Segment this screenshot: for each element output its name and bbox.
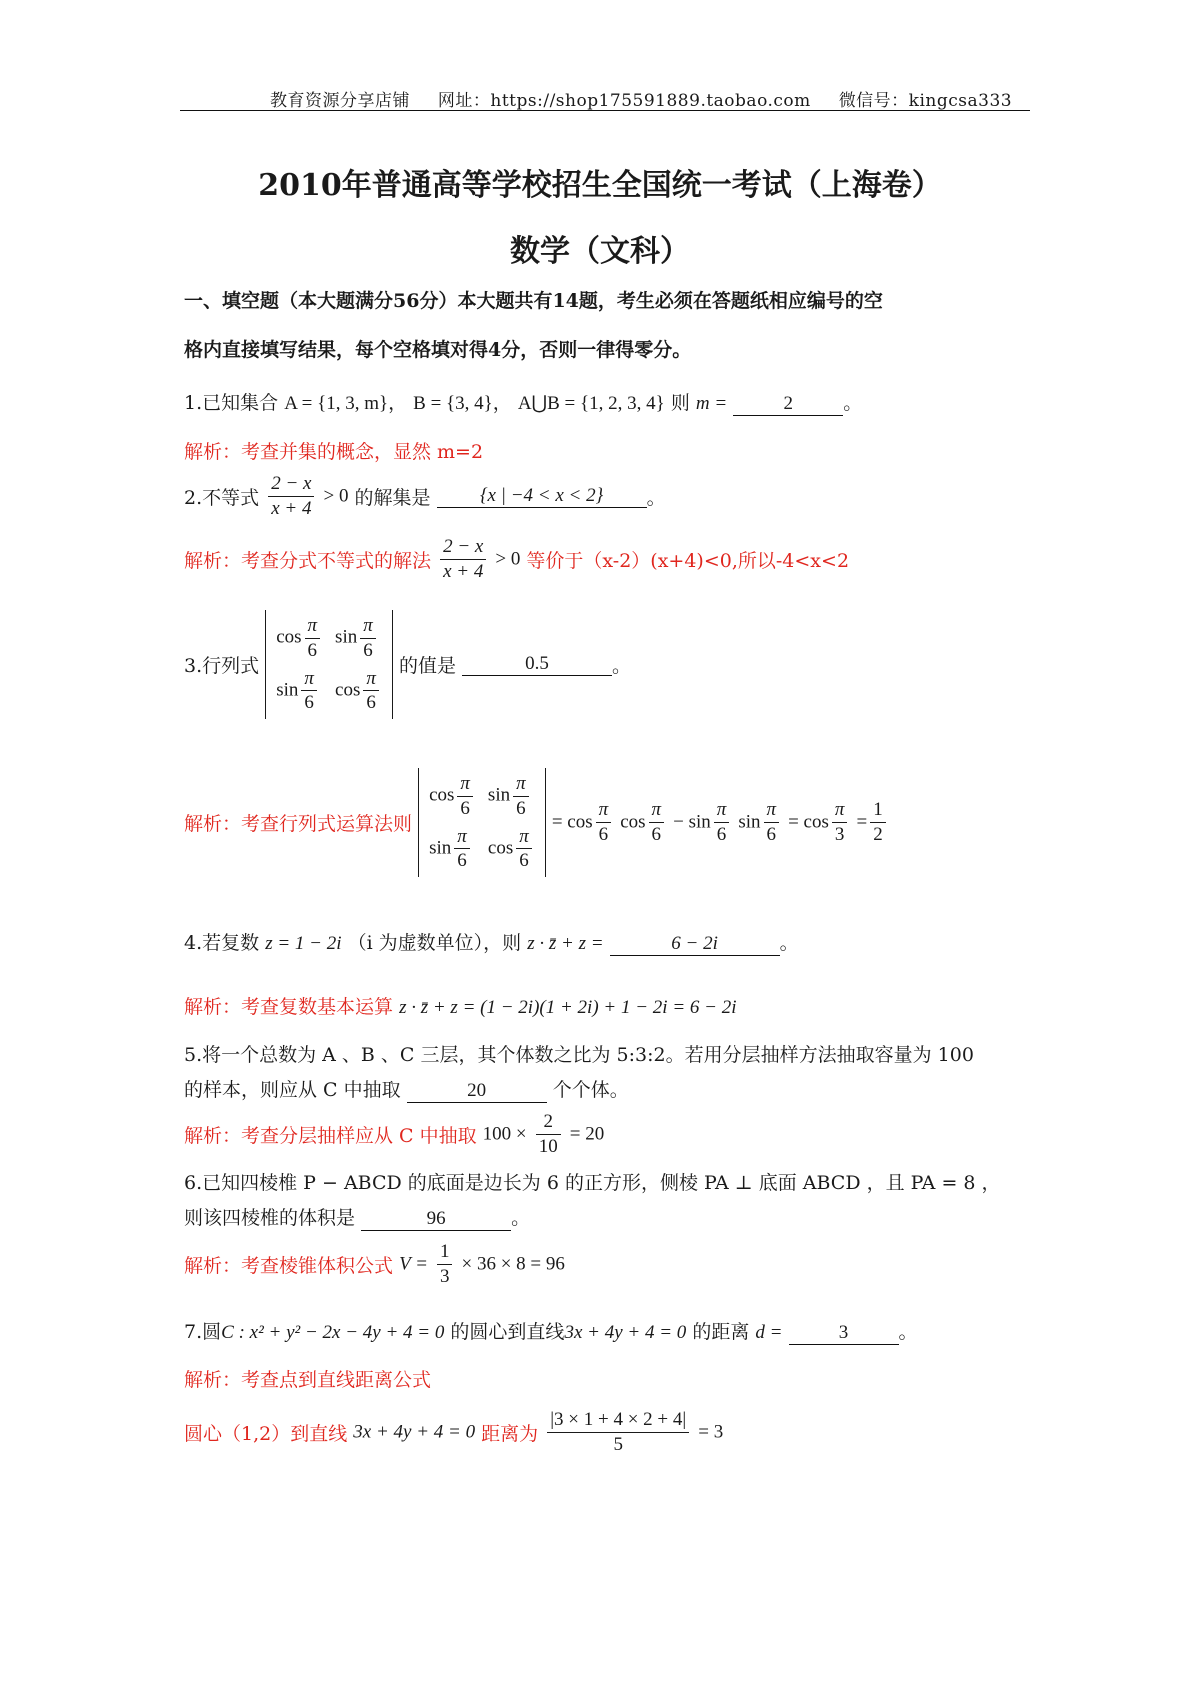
det-cell-cos: cos <box>429 784 455 806</box>
page-subtitle: 数学（文科） <box>510 234 690 269</box>
q1-set-a: A = {1, 3, m} <box>284 393 389 414</box>
q7-var: d = <box>755 1322 783 1343</box>
six: 6 <box>716 824 727 845</box>
six: 6 <box>366 692 376 714</box>
section-intro-line2: 格内直接填写结果，每个空格填对得4分，否则一律得零分。 <box>184 339 692 361</box>
six: 6 <box>307 639 318 661</box>
q5-den: 10 <box>538 1135 558 1157</box>
q5-line2 <box>184 1075 629 1103</box>
q3-answer: 0.5 <box>462 653 612 676</box>
q2-analysis-num: 2 − x <box>440 535 486 560</box>
pi: π <box>516 825 532 850</box>
q6-result: × 36 × 8 = 96 <box>461 1253 565 1275</box>
q5-analysis <box>184 1110 604 1159</box>
q3-analysis-determinant <box>418 768 546 877</box>
q7-answer: 3 <box>789 1322 899 1345</box>
header-wechat: 微信号：kingcsa333 <box>838 91 1013 111</box>
q6-line1: 6.已知四棱椎 P − ABCD 的底面是边长为 6 的正方形，侧棱 PA ⊥ 底面 ABCD ，且 PA = 8 ， <box>184 1172 1001 1194</box>
det-cell-sin: sin <box>335 626 358 648</box>
q7-end: 。 <box>898 1321 918 1343</box>
q4-expr: z · z̄ + z = <box>527 933 604 954</box>
one: 1 <box>870 798 886 823</box>
question-3 <box>184 610 631 719</box>
question-1: 1.已知集合 A = {1, 3, m}， B = {3, 4}， A⋃B = {1, 2, 3, 4} 则 m = 2 。 <box>184 392 863 414</box>
q1-analysis: 解析：考查并集的概念，显然 m=2 <box>184 441 484 463</box>
pi: π <box>832 798 848 823</box>
q3-end: 。 <box>612 655 632 677</box>
question-7 <box>184 1317 918 1345</box>
two: 2 <box>873 824 883 845</box>
q5-line2-suffix: 个个体。 <box>552 1079 629 1101</box>
q7-den: 5 <box>613 1433 623 1455</box>
q6-den: 3 <box>439 1265 450 1287</box>
q2-analysis-den: x + 4 <box>443 560 484 582</box>
q7-mid: 的圆心到直线 <box>450 1321 565 1343</box>
pi: π <box>301 667 317 692</box>
pi: π <box>360 614 376 639</box>
six: 6 <box>519 850 529 872</box>
six: 6 <box>598 824 609 845</box>
q7-fraction <box>547 1408 689 1457</box>
six: 6 <box>363 639 373 661</box>
q2-gt: > 0 <box>323 485 349 507</box>
q7-line: 3x + 4y + 4 = 0 <box>564 1322 687 1343</box>
q3-expr-minus-sin: − sin <box>673 811 711 833</box>
q2-analysis-suffix: 等价于（x-2）(x+4)<0,所以-4<x<2 <box>526 549 850 572</box>
q5-analysis-prefix: 解析：考查分层抽样应从 C 中抽取 <box>184 1124 477 1147</box>
q3-expr-sin: sin <box>738 811 761 833</box>
q6-num: 1 <box>437 1240 453 1265</box>
pi: π <box>454 825 470 850</box>
det-cell-sin: sin <box>487 784 511 806</box>
six: 6 <box>651 824 662 845</box>
pi: π <box>596 798 612 823</box>
q7-mid2: 的距离 <box>692 1321 750 1343</box>
q5-answer: 20 <box>407 1080 547 1103</box>
q3-expr-cos: cos <box>620 811 646 833</box>
section-intro-line1: 一、填空题（本大题满分56分）本大题共有14题，考生必须在答题纸相应编号的空 <box>184 290 883 312</box>
q4-prefix: 4.若复数 <box>184 932 260 954</box>
q4-answer: 6 − 2i <box>610 933 780 956</box>
q7-analysis2-line: 3x + 4y + 4 = 0 <box>353 1421 476 1443</box>
q2-end: 。 <box>646 486 666 509</box>
q7-prefix: 7.圆 <box>184 1321 222 1343</box>
q7-num: |3 × 1 + 4 × 2 + 4| <box>547 1408 689 1433</box>
q7-circle: C : x² + y² − 2x − 4y + 4 = 0 <box>221 1322 445 1343</box>
q2-fraction <box>268 472 314 521</box>
q7-analysis2-prefix: 圆心（1,2）到直线 <box>184 1422 348 1445</box>
det-cell-cos: cos <box>487 837 514 859</box>
q6-end: 。 <box>511 1207 531 1229</box>
q3-analysis-prefix: 解析：考查行列式运算法则 <box>184 813 413 835</box>
pi: π <box>363 667 379 692</box>
q2-analysis-fraction <box>440 535 486 584</box>
page-header <box>270 86 1034 111</box>
six: 6 <box>460 797 470 819</box>
question-2 <box>184 472 666 521</box>
q4-z: z = 1 − 2i <box>265 933 342 954</box>
q7-result: = 3 <box>698 1421 724 1443</box>
q3-analysis <box>184 768 889 877</box>
q4-note: （i 为虚数单位），则 <box>347 932 522 954</box>
header-url: 网址：https://shop175591889.taobao.com <box>437 91 811 111</box>
header-shop: 教育资源分享店铺 <box>270 91 410 111</box>
pi: π <box>513 772 529 797</box>
det-cell-cos: cos <box>335 679 361 701</box>
q6-fraction <box>437 1240 453 1289</box>
q1-prefix: 1.已知集合 <box>184 392 279 414</box>
q6-line2 <box>184 1203 530 1231</box>
q3-determinant <box>265 610 393 719</box>
six: 6 <box>304 692 314 714</box>
q6-analysis <box>184 1240 565 1289</box>
det-cell-sin: sin <box>276 679 299 701</box>
three: 3 <box>834 824 845 845</box>
q1-set-b: B = {3, 4} <box>413 393 493 414</box>
q4-analysis-expr: z · z̄ + z = (1 − 2i)(1 + 2i) + 1 − 2i = 6 − 2i <box>399 997 737 1018</box>
q5-result: = 20 <box>569 1123 605 1145</box>
q2-analysis <box>184 535 849 584</box>
q5-line2-prefix: 的样本，则应从 C 中抽取 <box>184 1079 401 1101</box>
q1-end: 。 <box>843 392 863 414</box>
q1-union: A⋃B = {1, 2, 3, 4} <box>517 393 665 414</box>
q4-end: 。 <box>779 932 799 954</box>
q7-analysis2-mid: 距离为 <box>481 1422 539 1445</box>
q2-analysis-gt: > 0 <box>495 548 521 570</box>
q2-answer: {x | −4 < x < 2} <box>437 485 647 508</box>
q3-expr-eq-cos: = cos <box>788 811 829 833</box>
q3-expr-eq: = cos <box>551 811 593 833</box>
header-rule <box>180 110 1030 111</box>
q5-lead: 100 × <box>482 1123 527 1145</box>
pi: π <box>457 772 473 797</box>
q4-analysis <box>184 992 737 1019</box>
det-cell-cos: cos <box>276 626 302 648</box>
q3-prefix: 3.行列式 <box>184 655 260 677</box>
q4-analysis-prefix: 解析：考查复数基本运算 <box>184 996 394 1018</box>
q6-analysis-prefix: 解析：考查棱锥体积公式 <box>184 1254 394 1277</box>
q3-expr-eq2: = <box>856 811 868 833</box>
q2-mid: 的解集是 <box>354 486 431 509</box>
q5-fraction <box>536 1110 561 1159</box>
det-cell-sin: sin <box>429 837 452 859</box>
q6-line2-prefix: 则该四棱椎的体积是 <box>184 1207 356 1229</box>
q2-prefix: 2.不等式 <box>184 486 260 509</box>
q5-num: 2 <box>536 1110 561 1135</box>
six: 6 <box>516 797 526 819</box>
q6-answer: 96 <box>361 1208 511 1231</box>
q2-num: 2 − x <box>268 472 314 497</box>
q1-var: m = <box>695 393 728 414</box>
q1-answer: 2 <box>733 393 843 416</box>
q3-mid: 的值是 <box>398 655 456 677</box>
q2-analysis-prefix: 解析：考查分式不等式的解法 <box>184 549 432 572</box>
q1-mid: 则 <box>670 392 690 414</box>
six: 6 <box>457 850 467 872</box>
page-title: 2010年普通高等学校招生全国统一考试（上海卷） <box>258 168 942 203</box>
pi: π <box>714 798 730 823</box>
pi: π <box>649 798 665 823</box>
pi: π <box>764 798 780 823</box>
q5-line1: 5.将一个总数为 A 、B 、C 三层，其个体数之比为 5:3:2。若用分层抽样方法抽取容量为 100 <box>184 1044 974 1066</box>
q7-analysis-2 <box>184 1408 723 1457</box>
pi: π <box>305 614 321 639</box>
q2-den: x + 4 <box>271 497 312 519</box>
six: 6 <box>766 824 777 845</box>
q6-lead: V = <box>399 1253 428 1275</box>
question-4 <box>184 928 799 956</box>
q7-analysis: 解析：考查点到直线距离公式 <box>184 1369 432 1391</box>
